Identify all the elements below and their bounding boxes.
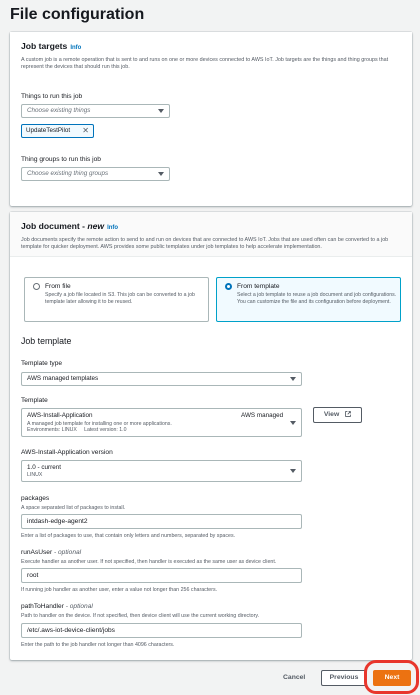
chevron-down-icon	[290, 469, 296, 473]
run-as-user-optional: - optional	[52, 549, 82, 556]
from-file-title: From file	[45, 283, 71, 290]
version-label: AWS-Install-Application version	[21, 449, 113, 456]
view-template-button[interactable]	[313, 407, 362, 423]
view-button-label: View	[323, 411, 340, 418]
version-select[interactable]	[21, 460, 302, 482]
template-type-value: AWS managed templates	[27, 375, 99, 382]
packages-input[interactable]	[21, 514, 302, 529]
version-value: 1.0 - current	[27, 464, 61, 471]
highlight-ring	[364, 660, 419, 694]
from-file-description: Specify a job file located in S3. This job can be converted to a job template later allowing it to be reused.	[45, 292, 195, 305]
close-icon[interactable]: ✕	[82, 126, 89, 135]
chevron-down-icon	[158, 172, 164, 176]
job-document-header	[10, 212, 412, 257]
packages-hint: Enter a list of packages to use, that contain only letters and numbers, separated by spaces.	[21, 533, 236, 539]
packages-description: A space separated list of packages to install.	[21, 505, 126, 511]
path-to-handler-value: /etc/.aws-iot-device-client/jobs	[27, 627, 115, 634]
template-type-select[interactable]	[21, 372, 302, 386]
job-template-heading: Job template	[21, 336, 72, 346]
job-targets-info-link[interactable]: Info	[70, 45, 82, 51]
path-to-handler-input[interactable]	[21, 623, 302, 638]
external-link-icon	[345, 411, 351, 417]
template-name: AWS-Install-Application	[27, 412, 93, 419]
from-template-title: From template	[237, 283, 280, 290]
previous-button[interactable]: Previous	[321, 670, 367, 686]
thing-groups-label: Thing groups to run this job	[21, 156, 101, 163]
things-select-placeholder: Choose existing things	[27, 107, 91, 114]
run-as-user-label-text: runAsUser	[21, 549, 53, 556]
page-title: File configuration	[10, 6, 145, 23]
thing-groups-select[interactable]	[21, 167, 170, 181]
radio-selected-icon[interactable]	[225, 283, 232, 290]
version-sub: LINUX	[27, 472, 43, 478]
run-as-user-description: Execute handler as another user. If not specified, then handler is executed as the same user as device client.	[21, 559, 277, 565]
chevron-down-icon	[158, 109, 164, 113]
cancel-button[interactable]: Cancel	[283, 674, 306, 681]
template-description: A managed job template for installing one or more applications.	[27, 421, 172, 427]
chevron-down-icon	[290, 421, 296, 425]
run-as-user-label	[21, 549, 81, 556]
path-to-handler-optional: - optional	[63, 603, 93, 610]
template-meta: Environments: LINUX Latest version: 1.0	[27, 427, 127, 433]
from-file-option[interactable]	[24, 277, 209, 322]
from-template-option[interactable]	[216, 277, 401, 322]
job-document-title	[21, 221, 401, 234]
job-document-info-link[interactable]: Info	[107, 225, 119, 231]
things-select[interactable]	[21, 104, 170, 118]
job-targets-title-text: Job targets	[21, 41, 68, 51]
job-targets-title	[21, 41, 401, 54]
thing-token-label: UpdateTestPilot	[26, 127, 71, 134]
job-document-title-text: Job document -	[21, 221, 88, 231]
template-label: Template	[21, 397, 48, 404]
from-template-description: Select a job template to reuse a job document and job configurations. You can customize the file and its configuration before deployment.	[237, 292, 397, 305]
path-to-handler-description: Path to handler on the device. If not specified, then device client will use the current working directory.	[21, 613, 260, 619]
job-targets-description: A custom job is a remote operation that is sent to and runs on one or more devices connected to AWS IoT. Job targets are the things and thing groups that represent the devices that should run this job.	[21, 57, 389, 71]
thing-token	[21, 124, 94, 138]
next-button[interactable]: Next	[373, 670, 411, 686]
template-type-label: Template type	[21, 360, 63, 367]
run-as-user-value: root	[27, 572, 39, 579]
radio-unselected-icon[interactable]	[33, 283, 40, 290]
job-targets-header	[10, 32, 412, 76]
template-badge: AWS managed	[241, 412, 284, 419]
path-to-handler-label	[21, 603, 93, 610]
run-as-user-hint: If running job handler as another user, enter a value not longer than 256 characters.	[21, 587, 218, 593]
job-document-title-new: new	[87, 221, 105, 231]
path-to-handler-label-text: pathToHandler	[21, 603, 64, 610]
things-label: Things to run this job	[21, 93, 83, 100]
packages-value: intdash-edge-agent2	[27, 518, 88, 525]
chevron-down-icon	[290, 377, 296, 381]
run-as-user-input[interactable]	[21, 568, 302, 583]
template-select[interactable]	[21, 408, 302, 437]
job-document-description: Job documents specify the remote action to send to and run on devices that are connected to AWS IoT. Jobs that are used often can be converted to a job template for quicker deployment. AWS provides some public templates under job templates to help accelerate implementation.	[21, 237, 389, 251]
path-to-handler-hint: Enter the path to the job handler not longer than 4096 characters.	[21, 642, 175, 648]
packages-label: packages	[21, 495, 50, 502]
thing-groups-select-placeholder: Choose existing thing groups	[27, 170, 109, 177]
